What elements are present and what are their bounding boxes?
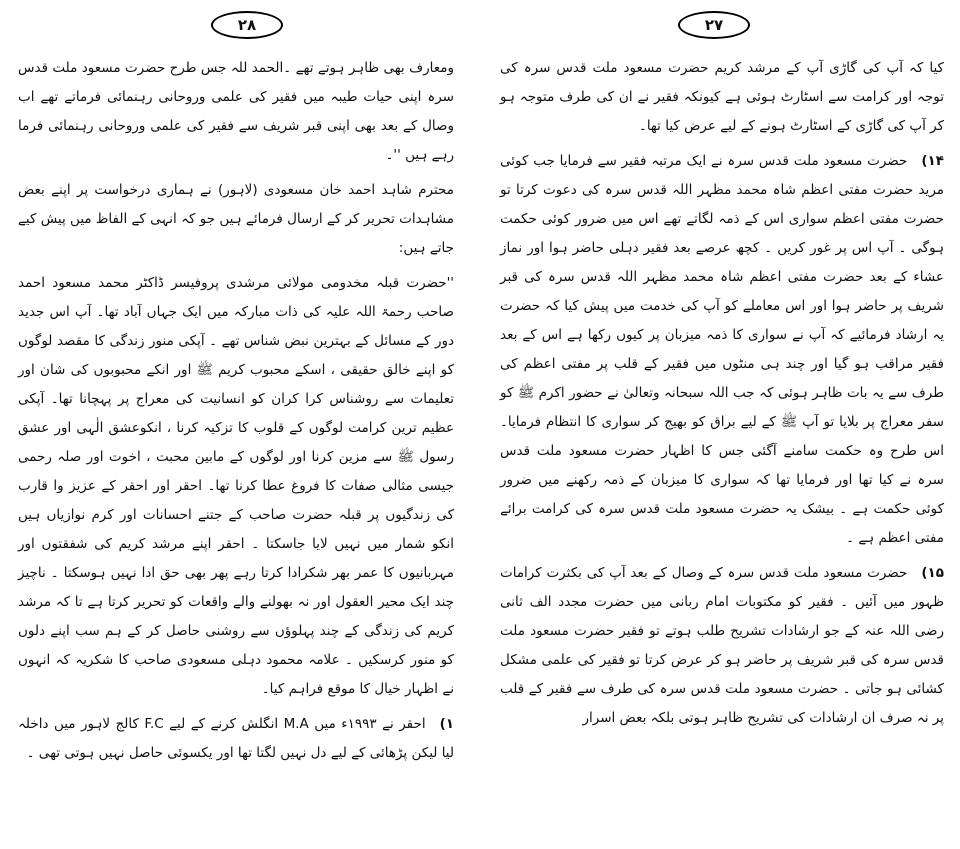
paragraph: کیا کہ آپ کی گاڑی آپ کے مرشد کریم حضرت مسعود ملت قدس سرہ کی توجہ اور کرامت سے اسٹارٹ ہوئی ہے کیونکہ فقیر نے ان کی طرف متوجہ ہو کر آپ کی گاڑی کے اسٹارٹ ہونے کے لیے عرض کیا تھا۔ xyxy=(500,60,944,134)
left-page-column xyxy=(18,54,454,768)
paragraph-number: ۱) xyxy=(439,716,454,732)
paragraph-number: ۱۴) xyxy=(921,153,944,169)
paragraph-text: احقر نے ۱۹۹۳ء میں M.A انگلش کرنے کے لیے F.C کالج لاہور میں داخلہ لیا لیکن پڑھائی کے لیے دل نہیں لگتا تھا اور یکسوئی حاصل نہیں ہوتی تھی ۔ xyxy=(18,716,454,761)
numbered-paragraph xyxy=(500,147,944,553)
paragraph: محترم شاہد احمد خان مسعودی (لاہور) نے ہماری درخواست پر اپنے بعض مشاہدات تحریر کر کے ارسال فرمائے ہیں جو کہ انہی کے الفاظ میں پیش کیے جاتے ہیں: xyxy=(18,182,454,256)
paragraph: ''حضرت قبلہ مخدومی مولائی مرشدی پروفیسر ڈاکٹر محمد مسعود احمد صاحب رحمۃ اللہ علیہ کی ذات مبارکہ میں ایک جہاں آباد تھا۔ آپ اس جدید دور کے مسائل کے بہترین نبض شناس تھے ۔ آپکی منور زندگی کا مقصد لوگوں کو اپنے خالق حقیقی ، اسکے محبوب کریم ﷺ اور انکے محبوبوں کی شان اور تعلیمات سے روشناس کرا کران کو انسانیت کی معراج پر پہچانا تھا۔ آپکی عظیم ترین کرامت لوگوں کے قلوب کا تزکیہ کرنا ، انکوعشق الٰہی اور عشق رسول ﷺ سے مزین کرنا اور لوگوں کے مابین محبت ، اخوت اور صلہ رحمی جیسی مثالی صفات کا فروغ عطا کرنا تھا۔ احقر اور احقر کے عزیز وا قارب کی زندگیوں پر قبلہ حضرت صاحب کے جتنے احسانات اور کرم نوازیاں ہیں انکو شمار میں نہیں لایا جاسکتا ۔ احقر اپنے مرشد کریم کی شفقتوں اور مہربانیوں کا عمر بھر شکرادا کرتا رہے پھر بھی حق ادا نہیں ہوسکتا ۔ ناچیز چند ایک محیر العقول اور نہ بھولنے والے واقعات کو تحریر کرتا ہے تا کہ مرشد کریم کی زندگی کے چند پہلوؤں سے روشنی حاصل کر کے ہم سب اپنے دلوں کو منور کرسکیں ۔ علامہ محمود دہلی مسعودی صاحب کا شکریہ کہ انہوں نے اظہار خیال کا موقع فراہم کیا۔ xyxy=(18,275,454,697)
right-page-number: ۲۷ xyxy=(678,11,750,39)
paragraph-text: حضرت مسعود ملت قدس سرہ نے ایک مرتبہ فقیر سے فرمایا جب کوئی مرید حضرت مفتی اعظم شاہ محمد مظہر اللہ قدس سرہ کی دعوت کرتا تو حضرت مفتی اعظم سواری اس کے ذمہ لگاتے تھے اس میں ضرور کوئی حکمت ہوگی ۔ آپ اس پر غور کریں ۔ کچھ عرصے بعد فقیر دہلی حاضر ہوا اور نماز عشاء کے بعد حضرت مفتی اعظم شاہ محمد مظہر اللہ قدس سرہ کی قبر شریف پر حاضر ہوا اور اس معاملے کو آپ کی خدمت میں پیش کیا کہ حضرت یہ ارشاد فرمائیے کہ آپ نے سواری کا ذمہ میزبان پر کیوں رکھا ہے اس کے بعد فقیر مراقب ہو گیا اور چند ہی منٹوں میں فقیر کے قلب پر مفتی اعظم کی طرف سے یہ بات ظاہر ہوئی کہ جب اللہ سبحانہ وتعالیٰ نے حضور اکرم ﷺ کو سفر معراج پر بلایا تو آپ ﷺ کے لیے براق کو بھیج کر سواری کا انتظام فرمایا۔ اس طرح وہ حکمت سامنے آگئی جس کا اظہار حضرت مسعود ملت قدس سرہ نے کیا تھا اور فرمایا تھا کہ سواری کا میزبان کے ذمہ رکھنے میں ضرور کوئی حکمت ہے ۔ بیشک یہ حضرت مسعود ملت قدس سرہ کی کرامت برائے مفتی اعظم ہے ۔ xyxy=(500,153,944,546)
left-page-number: ۲۸ xyxy=(211,11,283,39)
right-page-column xyxy=(500,54,944,733)
numbered-paragraph xyxy=(18,710,454,768)
paragraph-number: ۱۵) xyxy=(921,565,944,581)
paragraph: ومعارف بھی ظاہر ہوتے تھے ۔الحمد للہ جس طرح حضرت مسعود ملت قدس سرہ اپنی حیات طیبہ میں فقیر کی علمی وروحانی رہنمائی فرماتے تھے اب وصال کے بعد بھی اپنی قبر شریف سے فقیر کی علمی وروحانی رہنمائی فرما رہے ہیں ''۔ xyxy=(18,60,454,163)
paragraph-text: حضرت مسعود ملت قدس سرہ کے وصال کے بعد آپ کی بکثرت کرامات ظہور میں آئیں ۔ فقیر کو مکتوبات امام ربانی میں حضرت مجدد الف ثانی رضی اللہ عنہ کے جو ارشادات تشریح طلب ہوتے تو فقیر حضرت مسعود ملت قدس سرہ کی قبر شریف پر حاضر ہو کر عرض کرتا تو فقیر کی علمی مشکل کشائی ہو جاتی ۔ حضرت مسعود ملت قدس سرہ کی طرف سے فقیر کے قلب پر نہ صرف ان ارشادات کی تشریح ظاہر ہوتی بلکہ بعض اسرار xyxy=(500,565,944,726)
numbered-paragraph xyxy=(500,559,944,733)
